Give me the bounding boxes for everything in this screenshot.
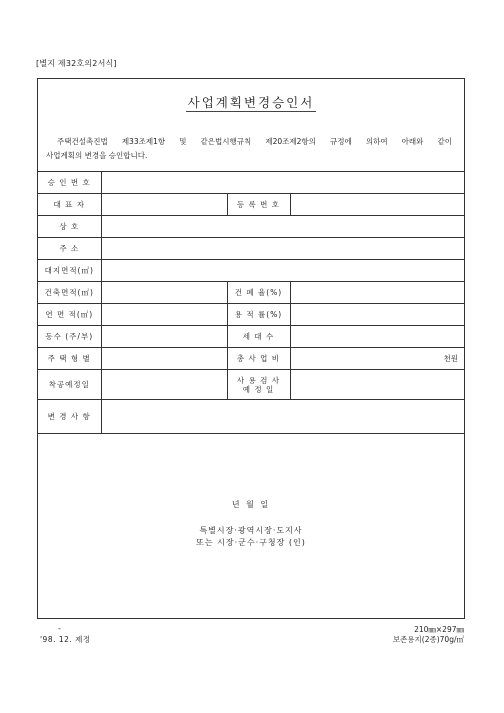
inspection-date-field[interactable] xyxy=(290,370,464,400)
table-row xyxy=(38,238,464,260)
coverage-ratio-label: 건 폐 율(%) xyxy=(227,282,290,304)
floor-area-ratio-label: 용 적 률(%) xyxy=(227,304,290,326)
form-title: 사업계획변경승인서 xyxy=(187,95,315,110)
floors-label: 동수 (주/부) xyxy=(38,326,101,348)
housing-type-field[interactable] xyxy=(101,348,227,370)
table-row xyxy=(38,304,464,326)
total-cost-label: 총 사 업 비 xyxy=(227,348,290,370)
inspection-date-label-line1: 사 용 검 사 xyxy=(236,375,281,385)
table-row xyxy=(38,400,464,434)
coverage-ratio-field[interactable] xyxy=(290,282,464,304)
building-area-label: 건축면적(㎡) xyxy=(38,282,101,304)
floor-area-ratio-field[interactable] xyxy=(290,304,464,326)
trade-name-field[interactable] xyxy=(101,216,464,238)
start-date-label: 착공예정일 xyxy=(38,370,101,400)
floor-area-field[interactable] xyxy=(101,304,227,326)
representative-field[interactable] xyxy=(101,194,227,216)
issuer-line1: 특별시장·광역시장·도지사 xyxy=(199,526,303,535)
table-row xyxy=(38,194,464,216)
footer-size: 210㎜×297㎜ xyxy=(414,625,464,634)
households-label: 세 대 수 xyxy=(227,326,290,348)
inspection-date-label-line2: 예 정 일 xyxy=(242,384,275,394)
table-row xyxy=(38,370,464,400)
intro-text-line2: 사업계획의 변경을 승인합니다. xyxy=(46,151,148,160)
date-line: 년 월 일 xyxy=(231,500,271,509)
approval-no-field[interactable] xyxy=(101,172,464,194)
land-area-field[interactable] xyxy=(101,260,464,282)
table-row xyxy=(38,348,464,370)
registration-no-field[interactable] xyxy=(290,194,464,216)
trade-name-label: 상 호 xyxy=(38,216,101,238)
table-row xyxy=(38,326,464,348)
registration-no-label: 등 록 번 호 xyxy=(227,194,290,216)
table-row xyxy=(38,216,464,238)
table-row xyxy=(38,282,464,304)
approval-form xyxy=(37,78,465,619)
approval-table xyxy=(38,171,464,434)
table-row xyxy=(38,260,464,282)
footer-dash: - xyxy=(58,624,61,633)
footer-enacted: '98. 12. 제정 xyxy=(40,635,91,644)
changes-label: 변 경 사 항 xyxy=(38,400,101,434)
form-label: [별지 제32호의2서식] xyxy=(36,59,117,68)
start-date-field[interactable] xyxy=(101,370,227,400)
housing-type-label: 주 택 형 별 xyxy=(38,348,101,370)
households-field[interactable] xyxy=(290,326,464,348)
address-label: 주 소 xyxy=(38,238,101,260)
floor-area-label: 연 면 적(㎡) xyxy=(38,304,101,326)
building-area-field[interactable] xyxy=(101,282,227,304)
total-cost-unit: 천원 xyxy=(443,354,458,363)
changes-field[interactable] xyxy=(101,400,464,434)
total-cost-field[interactable] xyxy=(290,348,464,370)
issuer-line2: 또는 시장·군수·구청장 (인) xyxy=(196,538,306,547)
table-row xyxy=(38,172,464,194)
land-area-label: 대지면적(㎡) xyxy=(38,260,101,282)
intro-text-line1: 주택건설촉진법 제33조제1항 및 같은법시행규칙 제20조제2항의 규정에 의하여 아래와 같이 xyxy=(57,137,452,146)
floors-field[interactable] xyxy=(101,326,227,348)
inspection-date-label xyxy=(227,370,290,400)
address-field[interactable] xyxy=(101,238,464,260)
approval-no-label: 승 인 번 호 xyxy=(38,172,101,194)
representative-label: 대 표 자 xyxy=(38,194,101,216)
footer-paper: 보존용지(2종)70g/㎡ xyxy=(392,635,464,644)
